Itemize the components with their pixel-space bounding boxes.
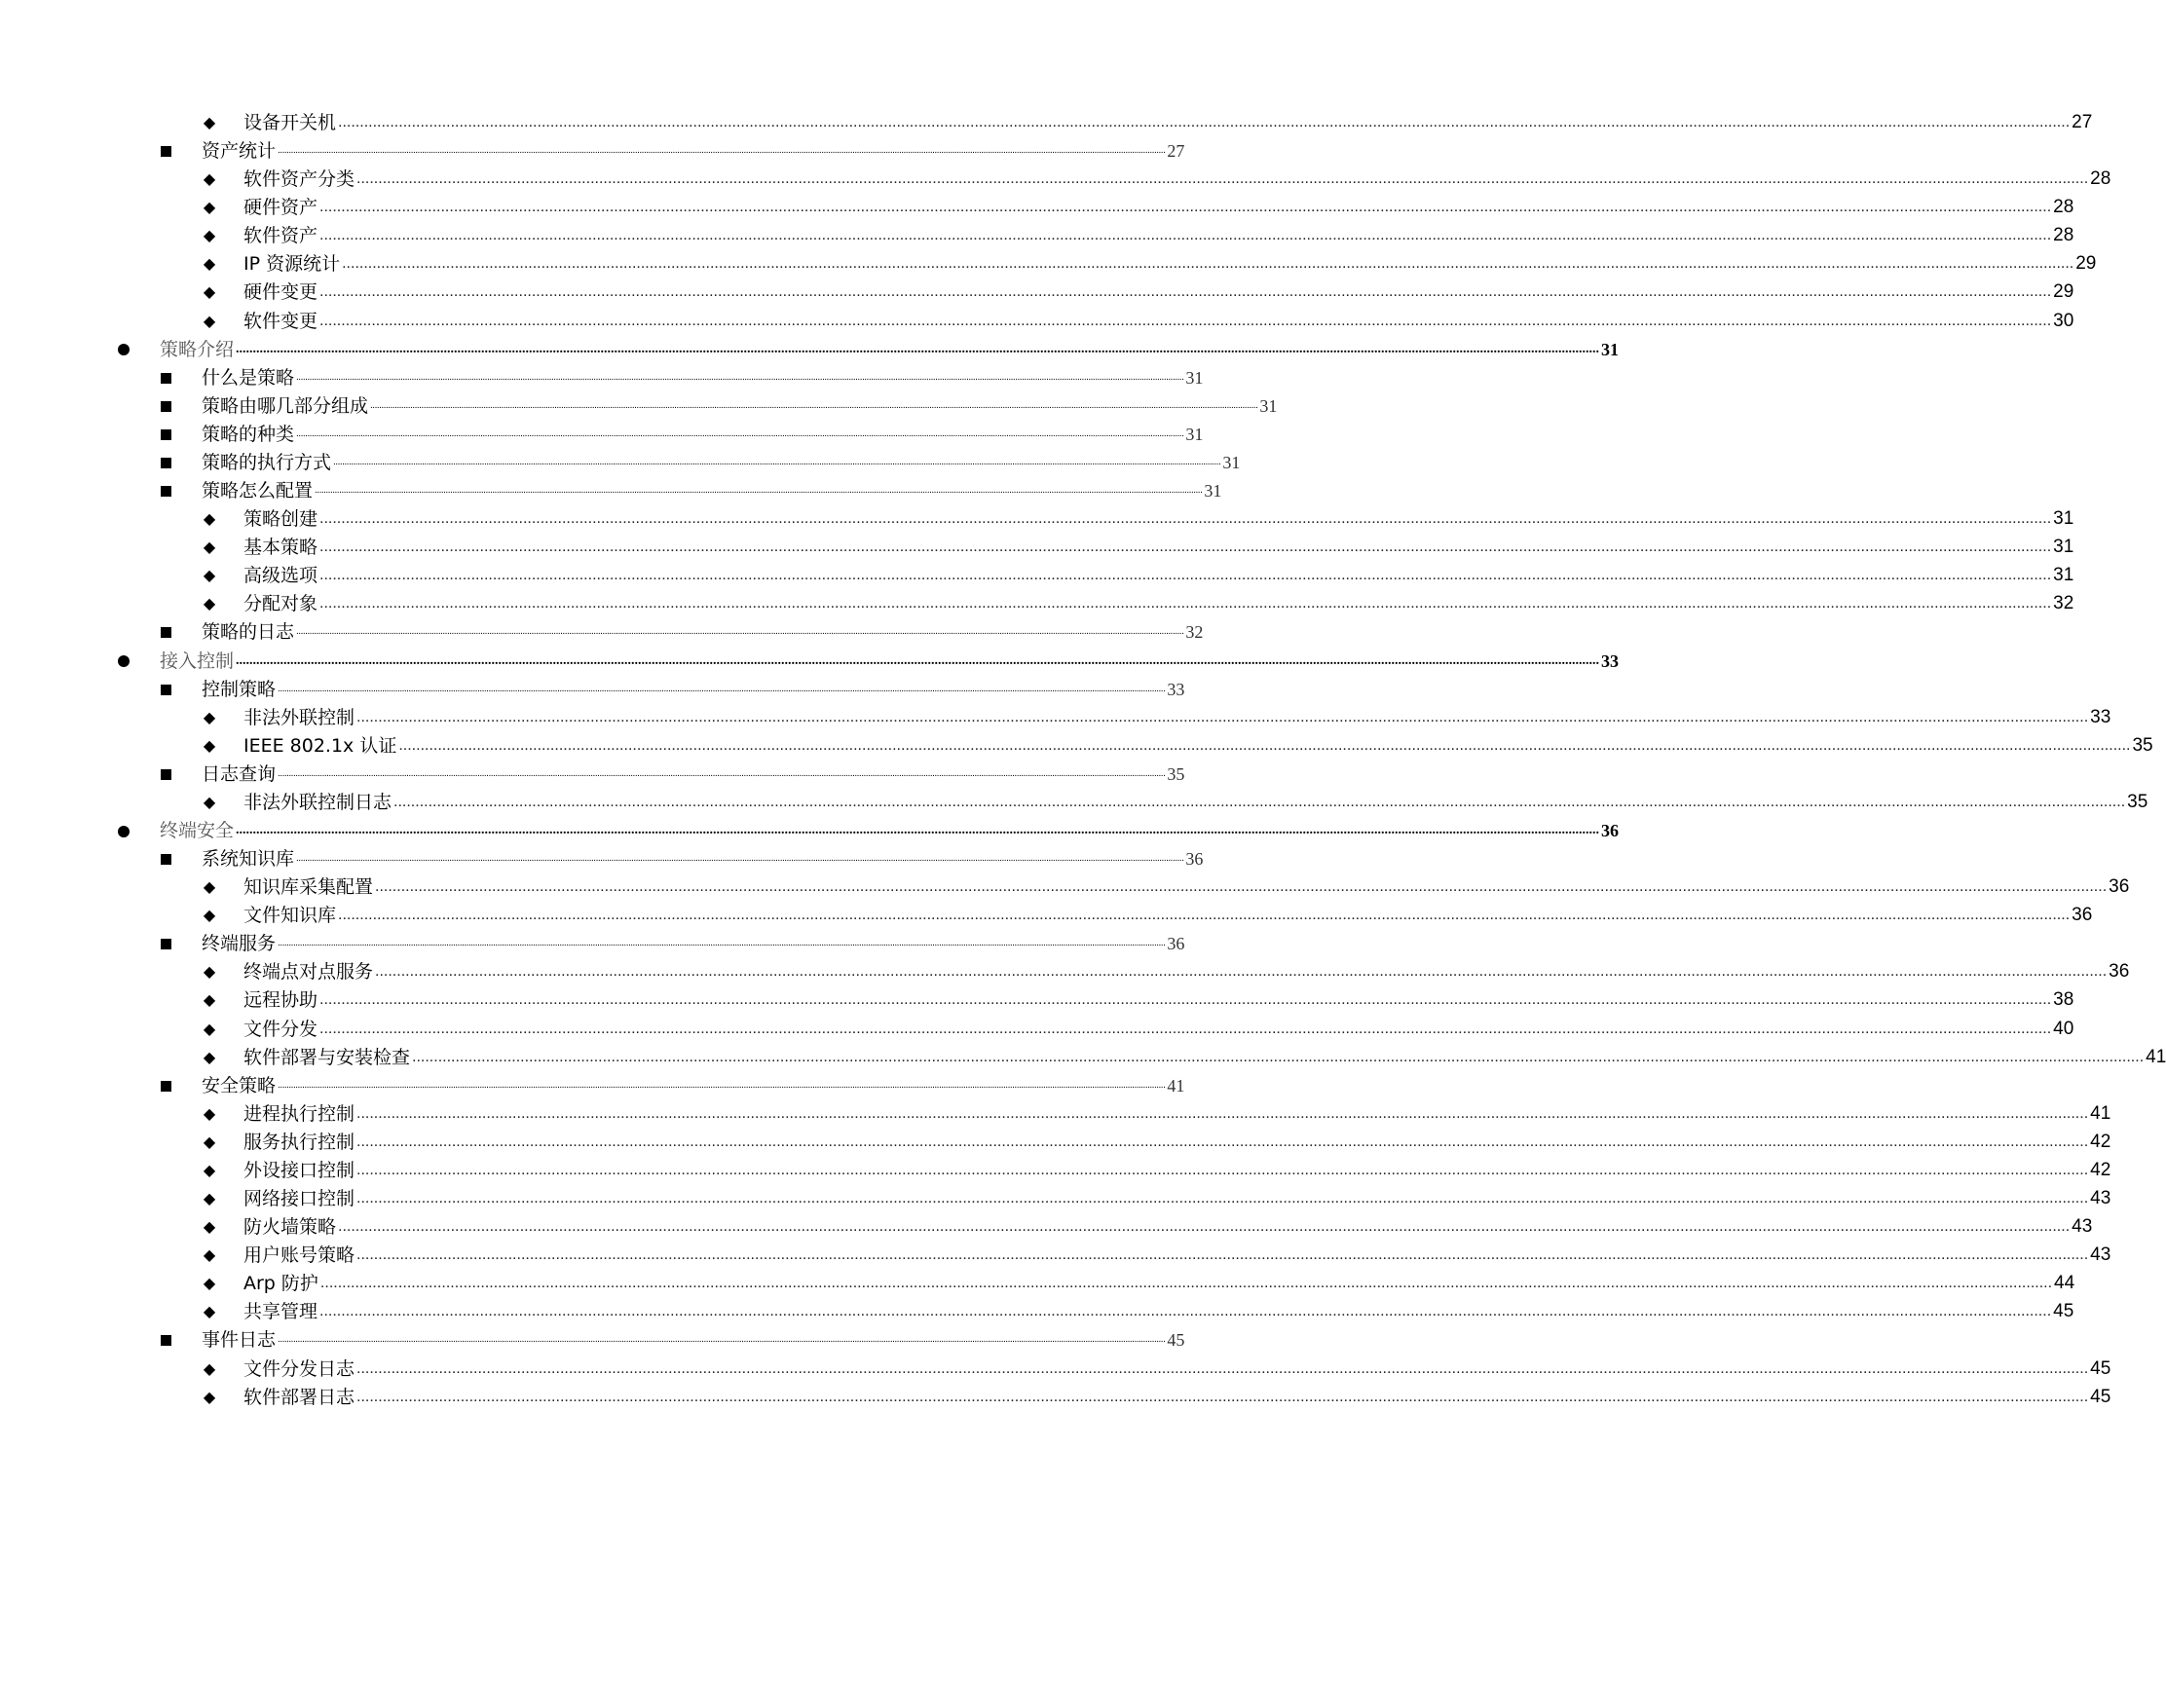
toc-entry-page-number: 42 <box>2090 1131 2111 1152</box>
dot-leader: ................................................................................................................................................................................................................................................................................................................................................................................................................ <box>278 145 1166 157</box>
toc-entry-page-number: 32 <box>2053 593 2074 614</box>
toc-entry-page-number: 45 <box>2053 1301 2074 1322</box>
toc-entry-level3[interactable] <box>202 784 2148 815</box>
toc-entry-page-number: 31 <box>2053 537 2074 558</box>
toc-entry-level3[interactable] <box>202 1180 2111 1211</box>
toc-entry-level3[interactable] <box>202 1293 2074 1324</box>
toc-entry-title: 系统知识库 <box>202 848 295 871</box>
toc-entry-title: 策略介绍 <box>160 338 235 360</box>
toc-entry-level2[interactable] <box>159 1321 1185 1353</box>
toc-entry-level3[interactable] <box>202 585 2074 616</box>
toc-entry-title: 远程协助 <box>243 989 318 1012</box>
toc-entry-title: 网络接口控制 <box>243 1188 355 1210</box>
toc-entry-page-number: 35 <box>1167 763 1185 784</box>
toc-entry-title: 用户账号策略 <box>243 1244 355 1267</box>
toc-entry-page-number: 36 <box>2109 961 2130 983</box>
toc-entry-title: 终端点对点服务 <box>243 961 374 984</box>
dot-leader: ................................................................................................................................................................................................................................................................................................................................................................................................................ <box>319 595 2052 613</box>
toc-entry-level3[interactable] <box>202 869 2130 900</box>
dot-leader: ................................................................................................................................................................................................................................................................................................................................................................................................................ <box>319 538 2052 556</box>
toc-entry-level3[interactable] <box>202 217 2074 248</box>
toc-entry-level3[interactable] <box>202 104 2093 135</box>
filled-square-icon <box>159 846 172 872</box>
toc-entry-page-number: 31 <box>1259 395 1278 416</box>
toc-entry-level2[interactable] <box>159 671 1185 702</box>
toc-entry-title: 安全策略 <box>202 1074 277 1096</box>
toc-entry-level3[interactable] <box>202 1039 2166 1070</box>
toc-entry-page-number: 41 <box>1167 1075 1185 1095</box>
diamond-icon: ◆ <box>203 1302 216 1321</box>
toc-entry-level2[interactable] <box>159 359 1204 390</box>
diamond-icon: ◆ <box>203 113 216 131</box>
dot-leader: ................................................................................................................................................................................................................................................................................................................................................................................................................ <box>356 1388 2089 1405</box>
dot-leader: ................................................................................................................................................................................................................................................................................................................................................................................................................ <box>319 283 2052 301</box>
toc-entry-title: 事件日志 <box>202 1329 277 1352</box>
diamond-icon: ◆ <box>203 962 216 982</box>
toc-entry-title: 分配对象 <box>243 593 318 615</box>
filled-square-icon <box>159 1073 172 1098</box>
dot-leader: ................................................................................................................................................................................................................................................................................................................................................................................................................ <box>338 114 2071 130</box>
toc-entry-level3[interactable] <box>202 897 2093 928</box>
toc-entry-level3[interactable] <box>202 953 2130 984</box>
dot-leader: ................................................................................................................................................................................................................................................................................................................................................................................................................ <box>319 199 2052 216</box>
toc-entry-page-number: 33 <box>1601 650 1620 671</box>
toc-entry-title: 知识库采集配置 <box>243 876 374 899</box>
filled-square-icon <box>159 677 172 702</box>
dot-leader: ................................................................................................................................................................................................................................................................................................................................................................................................................ <box>319 991 2052 1009</box>
toc-entry-page-number: 43 <box>2090 1244 2111 1266</box>
diamond-icon: ◆ <box>203 1103 216 1123</box>
toc-entry-page-number: 38 <box>2053 989 2074 1011</box>
toc-entry-page-number: 31 <box>1204 481 1222 501</box>
toc-entry-level3[interactable] <box>202 1124 2111 1155</box>
dot-leader: ................................................................................................................................................................................................................................................................................................................................................................................................................ <box>412 1048 2145 1065</box>
toc-entry-level3[interactable] <box>202 303 2074 334</box>
dot-leader: ................................................................................................................................................................................................................................................................................................................................................................................................................ <box>356 1104 2089 1122</box>
dot-leader: ................................................................................................................................................................................................................................................................................................................................................................................................................ <box>342 255 2074 273</box>
diamond-icon: ◆ <box>203 735 216 755</box>
diamond-icon: ◆ <box>203 1274 216 1293</box>
toc-entry-page-number: 29 <box>2075 253 2097 275</box>
toc-entry-page-number: 43 <box>2090 1188 2111 1209</box>
toc-entry-page-number: 28 <box>2053 197 2074 218</box>
dot-leader: ................................................................................................................................................................................................................................................................................................................................................................................................................ <box>356 708 2089 725</box>
diamond-icon: ◆ <box>203 1189 216 1208</box>
diamond-icon: ◆ <box>203 877 216 897</box>
toc-entry-title: 软件部署日志 <box>243 1386 355 1408</box>
dot-leader: ................................................................................................................................................................................................................................................................................................................................................................................................................ <box>296 427 1184 439</box>
toc-entry-level2[interactable] <box>159 444 1241 475</box>
toc-entry-page-number: 45 <box>2090 1357 2111 1379</box>
toc-entry-level3[interactable] <box>202 274 2074 305</box>
dot-leader: ................................................................................................................................................................................................................................................................................................................................................................................................................ <box>393 793 2126 810</box>
toc-entry-page-number: 33 <box>1167 679 1185 699</box>
diamond-icon: ◆ <box>203 1132 216 1151</box>
toc-entry-title: 文件分发 <box>243 1018 318 1040</box>
diamond-icon: ◆ <box>203 282 216 302</box>
dot-leader: ................................................................................................................................................................................................................................................................................................................................................................................................................ <box>375 963 2108 981</box>
toc-entry-title: 非法外联控制 <box>243 706 355 728</box>
toc-entry-title: 软件变更 <box>243 310 318 332</box>
filled-square-icon <box>159 138 172 164</box>
diamond-icon: ◆ <box>203 169 216 189</box>
toc-entry-level3[interactable] <box>202 161 2111 192</box>
toc-entry-level2[interactable] <box>159 1067 1185 1098</box>
dot-leader: ................................................................................................................................................................................................................................................................................................................................................................................................................ <box>296 853 1184 865</box>
toc-entry-title: 策略由哪几部分组成 <box>202 394 369 417</box>
toc-entry-page-number: 32 <box>1185 622 1204 643</box>
toc-entry-page-number: 36 <box>2109 876 2130 898</box>
toc-entry-page-number: 33 <box>2090 706 2111 727</box>
dot-leader: ................................................................................................................................................................................................................................................................................................................................................................................................................ <box>356 1359 2089 1377</box>
bullet-circle-icon <box>117 337 131 362</box>
diamond-icon: ◆ <box>203 226 216 245</box>
toc-entry-level3[interactable] <box>202 1011 2074 1042</box>
bullet-circle-icon <box>117 649 131 674</box>
toc-entry-title: 进程执行控制 <box>243 1102 355 1125</box>
toc-entry-title: 终端服务 <box>202 933 277 955</box>
dot-leader: ................................................................................................................................................................................................................................................................................................................................................................................................................ <box>278 683 1166 694</box>
toc-entry-title: 文件分发日志 <box>243 1357 355 1380</box>
toc-entry-page-number: 42 <box>2090 1159 2111 1180</box>
diamond-icon: ◆ <box>203 707 216 726</box>
toc-entry-page-number: 31 <box>2053 565 2074 586</box>
toc-entry-title: 文件知识库 <box>243 905 337 927</box>
dot-leader: ................................................................................................................................................................................................................................................................................................................................................................................................................ <box>319 312 2052 329</box>
toc-entry-level3[interactable] <box>202 1095 2111 1127</box>
toc-entry-page-number: 45 <box>1167 1330 1185 1351</box>
diamond-icon: ◆ <box>203 1160 216 1179</box>
diamond-icon: ◆ <box>203 509 216 529</box>
toc-entry-page-number: 41 <box>2146 1046 2166 1067</box>
toc-entry-page-number: 35 <box>2127 791 2148 812</box>
toc-entry-level3[interactable] <box>202 982 2074 1013</box>
filled-square-icon <box>159 1327 172 1353</box>
toc-entry-page-number: 44 <box>2054 1273 2075 1294</box>
toc-entry-level3[interactable] <box>202 1265 2075 1296</box>
filled-square-icon <box>159 931 172 956</box>
diamond-icon: ◆ <box>203 198 216 217</box>
toc-entry-level1[interactable] <box>117 643 1620 674</box>
toc-entry-title: 软件资产 <box>243 225 318 247</box>
diamond-icon: ◆ <box>203 311 216 330</box>
toc-entry-level3[interactable] <box>202 557 2074 588</box>
toc-entry-page-number: 28 <box>2090 168 2111 190</box>
toc-entry-page-number: 36 <box>1601 821 1620 840</box>
dot-leader: ................................................................................................................................................................................................................................................................................................................................................................................................................ <box>375 878 2108 896</box>
toc-entry-level2[interactable] <box>159 613 1204 645</box>
toc-entry-page-number: 27 <box>2072 112 2093 132</box>
toc-entry-level3[interactable] <box>202 699 2111 730</box>
toc-entry-page-number: 36 <box>2072 905 2093 926</box>
dot-leader: ................................................................................................................................................................................................................................................................................................................................................................................................................ <box>333 456 1221 467</box>
dot-leader: ................................................................................................................................................................................................................................................................................................................................................................................................................ <box>398 736 2131 754</box>
toc-entry-title: 资产统计 <box>202 140 277 163</box>
diamond-icon: ◆ <box>203 1245 216 1265</box>
toc-entry-page-number: 35 <box>2132 734 2153 756</box>
dot-leader: ................................................................................................................................................................................................................................................................................................................................................................................................................ <box>356 1132 2089 1150</box>
toc-entry-title: 日志查询 <box>202 762 277 785</box>
dot-leader: ................................................................................................................................................................................................................................................................................................................................................................................................................ <box>278 767 1166 779</box>
toc-entry-page-number: 31 <box>2053 508 2074 530</box>
diamond-icon: ◆ <box>203 792 216 811</box>
diamond-icon: ◆ <box>203 594 216 613</box>
filled-square-icon <box>159 761 172 787</box>
dot-leader: ................................................................................................................................................................................................................................................................................................................................................................................................................ <box>319 567 2052 584</box>
toc-entry-level2[interactable] <box>159 416 1204 447</box>
toc-entry-page-number: 28 <box>2053 225 2074 246</box>
toc-entry-page-number: 30 <box>2053 310 2074 331</box>
toc-entry-title: 什么是策略 <box>202 366 295 389</box>
dot-leader: ................................................................................................................................................................................................................................................................................................................................................................................................................ <box>356 1190 2089 1207</box>
dot-leader: ................................................................................................................................................................................................................................................................................................................................................................................................................ <box>319 1303 2052 1320</box>
toc-entry-title: 控制策略 <box>202 678 277 700</box>
toc-entry-title: 外设接口控制 <box>243 1159 355 1181</box>
toc-entry-title: 防火墙策略 <box>243 1216 337 1239</box>
toc-entry-level3[interactable] <box>202 1351 2111 1382</box>
toc-entry-title: 策略创建 <box>243 508 318 531</box>
toc-entry-page-number: 41 <box>2090 1102 2111 1124</box>
diamond-icon: ◆ <box>203 906 216 925</box>
diamond-icon: ◆ <box>203 254 216 274</box>
dot-leader: ................................................................................................................................................................................................................................................................................................................................................................................................................ <box>338 907 2071 924</box>
toc-entry-title: 共享管理 <box>243 1301 318 1323</box>
toc-entry-page-number: 43 <box>2072 1216 2093 1238</box>
dot-leader: ................................................................................................................................................................................................................................................................................................................................................................................................................ <box>319 227 2052 244</box>
toc-entry-title: 基本策略 <box>243 537 318 559</box>
toc-entry-level3[interactable] <box>202 1152 2111 1183</box>
toc-entry-title: 服务执行控制 <box>243 1131 355 1153</box>
dot-leader: ................................................................................................................................................................................................................................................................................................................................................................................................................ <box>356 170 2089 188</box>
toc-entry-level1[interactable] <box>117 331 1620 362</box>
toc-entry-level3[interactable] <box>202 1208 2093 1240</box>
dot-leader: ................................................................................................................................................................................................................................................................................................................................................................................................................ <box>315 485 1203 497</box>
dot-leader: ................................................................................................................................................................................................................................................................................................................................................................................................................ <box>319 510 2052 528</box>
bullet-circle-icon <box>117 818 131 843</box>
dot-leader: ................................................................................................................................................................................................................................................................................................................................................................................................................ <box>356 1246 2089 1264</box>
toc-entry-page-number: 36 <box>1185 849 1204 870</box>
toc-entry-title: 接入控制 <box>160 650 235 672</box>
dot-leader: ................................................................................................................................................................................................................................................................................................................................................................................................................ <box>319 1275 2053 1292</box>
dot-leader: ................................................................................................................................................................................................................................................................................................................................................................................................................ <box>296 371 1184 383</box>
toc-entry-page-number: 31 <box>1185 424 1204 444</box>
dot-leader: ................................................................................................................................................................................................................................................................................................................................................................................................................ <box>278 1334 1166 1346</box>
dot-leader: ................................................................................................................................................................................................................................................................................................................................................................................................................ <box>236 652 1600 668</box>
toc-entry-level3[interactable] <box>202 245 2097 277</box>
diamond-icon: ◆ <box>203 1019 216 1038</box>
diamond-icon: ◆ <box>203 1217 216 1237</box>
diamond-icon: ◆ <box>203 1047 216 1066</box>
toc-entry-page-number: 36 <box>1167 934 1185 954</box>
toc-entry-level2[interactable] <box>159 388 1278 419</box>
dot-leader: ................................................................................................................................................................................................................................................................................................................................................................................................................ <box>370 399 1258 411</box>
dot-leader: ................................................................................................................................................................................................................................................................................................................................................................................................................ <box>319 1020 2052 1037</box>
toc-entry-title: 高级选项 <box>243 565 318 587</box>
toc-entry-level2[interactable] <box>159 472 1222 503</box>
toc-entry-title: 硬件变更 <box>243 281 318 304</box>
toc-entry-page-number: 31 <box>1601 339 1620 359</box>
toc-entry-level3[interactable] <box>202 727 2153 759</box>
toc-entry-title: 软件资产分类 <box>243 168 355 191</box>
toc-entry-title: 策略的种类 <box>202 423 295 445</box>
toc-entry-level3[interactable] <box>202 501 2074 532</box>
diamond-icon: ◆ <box>203 566 216 585</box>
toc-entry-title: IP 资源统计 <box>243 253 341 276</box>
diamond-icon: ◆ <box>203 1358 216 1378</box>
toc-entry-title: 策略怎么配置 <box>202 480 314 502</box>
diamond-icon: ◆ <box>203 538 216 557</box>
dot-leader: ................................................................................................................................................................................................................................................................................................................................................................................................................ <box>278 938 1166 949</box>
dot-leader: ................................................................................................................................................................................................................................................................................................................................................................................................................ <box>236 823 1600 837</box>
toc-entry-level2[interactable] <box>159 756 1185 787</box>
toc-entry-level3[interactable] <box>202 1237 2111 1268</box>
toc-entry-title: 设备开关机 <box>243 112 337 133</box>
dot-leader: ................................................................................................................................................................................................................................................................................................................................................................................................................ <box>236 341 1600 356</box>
diamond-icon: ◆ <box>203 1387 216 1406</box>
dot-leader: ................................................................................................................................................................................................................................................................................................................................................................................................................ <box>338 1218 2071 1236</box>
toc-entry-level2[interactable] <box>159 840 1204 872</box>
toc-entry-page-number: 27 <box>1167 141 1185 162</box>
toc-entry-level2[interactable] <box>159 925 1185 956</box>
dot-leader: ................................................................................................................................................................................................................................................................................................................................................................................................................ <box>356 1161 2089 1178</box>
toc-entry-title: 非法外联控制日志 <box>243 791 392 813</box>
toc-entry-title: 软件部署与安装检查 <box>243 1046 411 1068</box>
toc-entry-level3[interactable] <box>202 529 2074 560</box>
dot-leader: ................................................................................................................................................................................................................................................................................................................................................................................................................ <box>278 1079 1166 1091</box>
diamond-icon: ◆ <box>203 990 216 1010</box>
toc-entry-page-number: 40 <box>2053 1018 2074 1039</box>
toc-entry-title: 硬件资产 <box>243 197 318 219</box>
toc-entry-page-number: 45 <box>2090 1386 2111 1407</box>
filled-square-icon <box>159 478 172 503</box>
toc-entry-level3[interactable] <box>202 1379 2111 1410</box>
toc-entry-title: Arp 防护 <box>243 1273 318 1295</box>
toc-entry-page-number: 31 <box>1185 367 1204 388</box>
toc-entry-page-number: 29 <box>2053 281 2074 303</box>
toc-entry-level1[interactable] <box>117 812 1620 843</box>
toc-entry-title: 终端安全 <box>160 820 235 841</box>
toc-entry-title: 策略的日志 <box>202 621 295 644</box>
dot-leader: ................................................................................................................................................................................................................................................................................................................................................................................................................ <box>296 626 1184 638</box>
toc-entry-level3[interactable] <box>202 189 2074 220</box>
toc-entry-title: 策略的执行方式 <box>202 451 332 473</box>
toc-entry-title: IEEE 802.1x 认证 <box>243 734 397 757</box>
toc-entry-level2[interactable] <box>159 132 1185 164</box>
toc-entry-page-number: 31 <box>1222 452 1241 472</box>
